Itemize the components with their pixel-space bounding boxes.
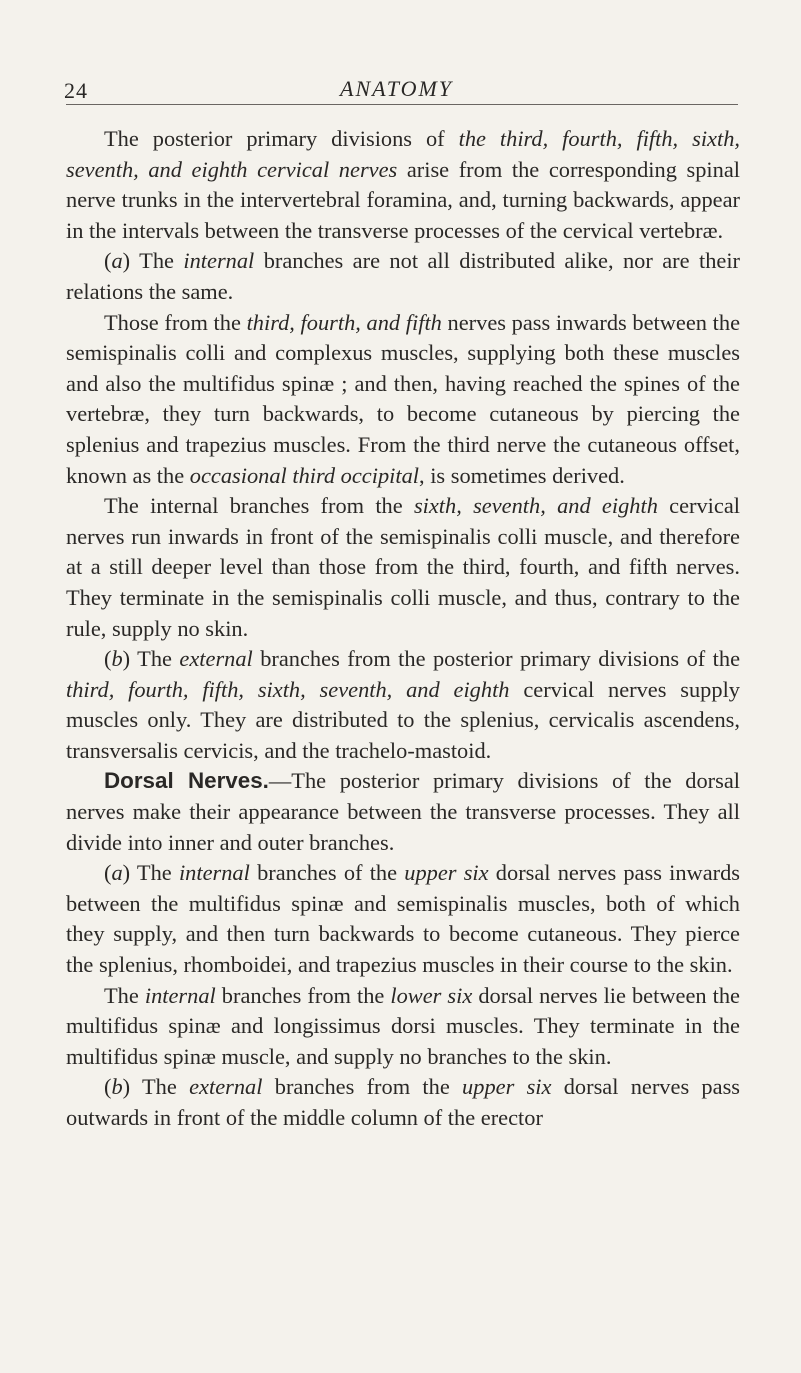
text-run: nerves pass inwards between the semispinalis colli and complexus muscles, supplying both these muscles and also the multifidus spinæ ; and then, having reached the spines of the vertebræ, they turn backwards, to become cutaneous by piercing the splenius and trapezius muscles. From the third nerve the cutaneous offset, known as the xyxy=(66,309,741,488)
text-run: branches from the xyxy=(215,982,391,1008)
text-run: branches of the xyxy=(249,860,405,886)
text-run: branches from the xyxy=(262,1074,463,1100)
italic-text: lower six xyxy=(390,982,473,1008)
italic-text: internal xyxy=(183,248,255,274)
text-run: ( xyxy=(104,860,112,886)
text-run: Those from the xyxy=(104,309,247,335)
paragraph xyxy=(66,766,740,858)
text-run: ( xyxy=(104,1074,112,1100)
text-run: dorsal nerves pass inwards between the multifidus spinæ and semispinalis muscles, both of which they supply, and then turn backwards to become cutaneous. They pierce the splenius, rhomboidei, and trapezius muscles in their course to the skin. xyxy=(66,860,741,978)
paragraph xyxy=(66,1072,740,1133)
italic-text: third, fourth, fifth, sixth, seventh, and eighth xyxy=(66,676,510,702)
text-run: cervical nerves run inwards in front of the semispinalis colli muscle, and therefore at a still deeper level than those from the third, fourth, and fifth nerves. They terminate in the semispinalis colli muscle, and thus, contrary to the rule, supply no skin. xyxy=(66,493,740,641)
text-run: —The posterior primary divisions of the dorsal nerves make their appearance between the transverse processes. They all divide into inner and outer branches. xyxy=(66,768,740,855)
text-run: ) The xyxy=(122,860,179,886)
header-rule xyxy=(66,104,738,105)
italic-text: external xyxy=(179,646,253,672)
section-heading: Dorsal Nerves. xyxy=(104,768,269,794)
italic-text: the third, fourth, fifth, sixth, seventh, and eighth cervical nerves xyxy=(66,126,740,182)
italic-text: occasional third occipital xyxy=(189,462,420,488)
italic-text: a xyxy=(111,860,123,886)
text-run: dorsal nerves lie between the multifidus spinæ and longissimus dorsi muscles. They terminate in the multifidus spinæ muscle, and supply no branches to the skin. xyxy=(66,982,740,1069)
text-run: cervical nerves supply muscles only. They are distributed to the splenius, cervicalis ascendens, transversalis cervicis, and the trachelo-mastoid. xyxy=(66,676,740,763)
italic-text: a xyxy=(111,248,123,274)
text-run: ( xyxy=(104,248,112,274)
text-run: ) The xyxy=(122,1074,190,1100)
text-run: branches from the posterior primary divisions of the xyxy=(252,646,741,672)
italic-text: b xyxy=(111,1074,123,1100)
text-run: The posterior primary divisions of xyxy=(104,126,459,151)
running-title: ANATOMY xyxy=(340,76,454,101)
paragraph xyxy=(66,491,740,644)
paragraph xyxy=(66,981,740,1073)
text-run: , is sometimes derived. xyxy=(419,462,625,488)
italic-text: third, fourth, and fifth xyxy=(246,309,442,335)
text-run: The xyxy=(104,982,145,1008)
text-run: ( xyxy=(104,646,112,672)
text-run: dorsal nerves pass outwards in front of the middle column of the erector xyxy=(66,1074,740,1130)
paragraph xyxy=(66,308,740,492)
italic-text: sixth, seventh, and eighth xyxy=(413,493,658,519)
body-text xyxy=(66,124,740,1134)
italic-text: internal xyxy=(144,982,216,1008)
text-run: The internal branches from the xyxy=(104,493,414,519)
paragraph xyxy=(66,858,740,980)
italic-text: upper six xyxy=(462,1074,552,1100)
text-run: ) The xyxy=(122,646,180,672)
italic-text: external xyxy=(189,1074,263,1100)
page-header xyxy=(0,70,801,110)
text-run: arise from the corresponding spinal nerve trunks in the intervertebral foramina, and, turning backwards, appear in the intervals between the transverse processes of the cervical vertebræ. xyxy=(66,156,740,243)
text-run: branches are not all distributed alike, nor are their relations the same. xyxy=(66,248,740,304)
paragraph xyxy=(66,246,740,307)
paragraph xyxy=(66,644,740,766)
page-number: 24 xyxy=(64,78,88,103)
paragraph xyxy=(66,124,740,246)
text-run: ) The xyxy=(122,248,184,274)
italic-text: internal xyxy=(178,860,250,886)
italic-text: b xyxy=(111,646,123,672)
italic-text: upper six xyxy=(404,860,489,886)
